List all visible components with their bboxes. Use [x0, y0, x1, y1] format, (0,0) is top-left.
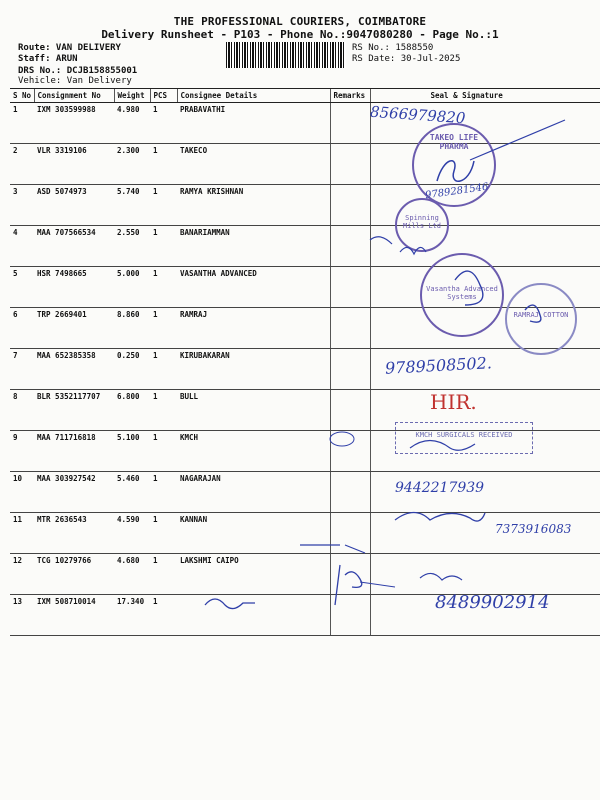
row-consignment: MAA 711716818 [34, 431, 114, 472]
row-pcs: 1 [150, 390, 177, 431]
row-consignee: KMCH [177, 431, 330, 472]
row-weight: 5.460 [114, 472, 150, 513]
row-consignment: TRP 2669401 [34, 308, 114, 349]
company-title: THE PROFESSIONAL COURIERS, COIMBATORE [173, 15, 427, 28]
row-pcs: 1 [150, 349, 177, 390]
row-sno: 9 [10, 431, 34, 472]
row-pcs: 1 [150, 144, 177, 185]
row-weight: 0.250 [114, 349, 150, 390]
vasantha-stamp-text: Vasantha Advanced Systems [426, 285, 498, 301]
row-consignment: TCG 10279766 [34, 554, 114, 595]
row-sno: 1 [10, 103, 34, 144]
signature-row1: 8566979820 [369, 102, 466, 128]
row-consignee: BANARIAMMAN [177, 226, 330, 267]
row-sno: 8 [10, 390, 34, 431]
signature-row13: 8489902914 [435, 592, 550, 613]
row-sno: 13 [10, 595, 34, 636]
spinning-stamp-text: Spinning Mills Ltd [403, 214, 441, 230]
row-pcs: 1 [150, 513, 177, 554]
row-sno: 7 [10, 349, 34, 390]
vehicle-label: Vehicle: Van Delivery [18, 76, 132, 86]
takeo-stamp-text: TAKEO LIFE PHARMA [429, 133, 479, 151]
row-consignment: IXM 508710014 [34, 595, 114, 636]
row-consignee: LAKSHMI CAIPO [177, 554, 330, 595]
row-sno: 6 [10, 308, 34, 349]
row-consignee: NAGARAJAN [177, 472, 330, 513]
row-sno: 10 [10, 472, 34, 513]
row-weight: 4.980 [114, 103, 150, 144]
row-pcs: 1 [150, 595, 177, 636]
row-consignee: KANNAN [177, 513, 330, 554]
row-consignment: MAA 652385358 [34, 349, 114, 390]
route-label: Route: VAN DELIVERY [18, 43, 121, 53]
row-pcs: 1 [150, 103, 177, 144]
row-weight: 6.800 [114, 390, 150, 431]
row-weight: 5.740 [114, 185, 150, 226]
col-seal: Seal & Signature [370, 89, 600, 103]
row-consignment: IXM 303599988 [34, 103, 114, 144]
kmch-stamp: KMCH SURGICALS RECEIVED [395, 422, 533, 454]
rs-date: RS Date: 30-Jul-2025 [352, 54, 461, 64]
col-sno: S No [10, 89, 34, 103]
row-pcs: 1 [150, 308, 177, 349]
row-pcs: 1 [150, 472, 177, 513]
signature-row7: 9789508502. [384, 353, 493, 378]
staff-label: Staff: ARUN [18, 54, 78, 64]
row-sno: 11 [10, 513, 34, 554]
row-consignee: RAMYA KRISHNAN [177, 185, 330, 226]
signature-row8: HIR. [430, 390, 477, 414]
ramraj-stamp-text: RAMRAJ COTTON [513, 311, 569, 319]
rs-number: RS No.: 1588550 [352, 43, 434, 53]
row-sno: 3 [10, 185, 34, 226]
col-pcs: PCS [150, 89, 177, 103]
row-consignee: VASANTHA ADVANCED [177, 267, 330, 308]
row-sno: 2 [10, 144, 34, 185]
row-sno: 4 [10, 226, 34, 267]
col-consignment: Consignment No [34, 89, 114, 103]
row-consignment: VLR 3319106 [34, 144, 114, 185]
row-consignee: KIRUBAKARAN [177, 349, 330, 390]
runsheet-subtitle: Delivery Runsheet - P103 - Phone No.:9047080280 - Page No.:1 [101, 28, 499, 41]
row-consignee: BULL [177, 390, 330, 431]
row-pcs: 1 [150, 431, 177, 472]
row-weight: 8.860 [114, 308, 150, 349]
row-consignment: MAA 303927542 [34, 472, 114, 513]
row-consignment: MAA 707566534 [34, 226, 114, 267]
row-sno: 12 [10, 554, 34, 595]
row-sno: 5 [10, 267, 34, 308]
signature-row10: 9442217939 [395, 480, 485, 496]
drs-number: DRS No.: DCJB158855001 [18, 66, 138, 76]
row-pcs: 1 [150, 185, 177, 226]
row-consignee: PRABAVATHI [177, 103, 330, 144]
col-consignee: Consignee Details [177, 89, 330, 103]
signature-row11: 7373916083 [495, 522, 572, 536]
row-consignment: ASD 5074973 [34, 185, 114, 226]
row-consignment: HSR 7498665 [34, 267, 114, 308]
row-pcs: 1 [150, 226, 177, 267]
signature-row3: 9789281546 [424, 181, 490, 202]
row-weight: 4.590 [114, 513, 150, 554]
row-weight: 5.000 [114, 267, 150, 308]
row-weight: 2.300 [114, 144, 150, 185]
row-weight: 4.680 [114, 554, 150, 595]
row-consignment: BLR 5352117707 [34, 390, 114, 431]
row-weight: 17.340 [114, 595, 150, 636]
col-weight: Weight [114, 89, 150, 103]
row-consignee: RAMRAJ [177, 308, 330, 349]
row-pcs: 1 [150, 554, 177, 595]
row-consignee: TAKECO [177, 144, 330, 185]
row-consignment: MTR 2636543 [34, 513, 114, 554]
row-weight: 2.550 [114, 226, 150, 267]
col-remarks: Remarks [330, 89, 370, 103]
row-pcs: 1 [150, 267, 177, 308]
row-weight: 5.100 [114, 431, 150, 472]
